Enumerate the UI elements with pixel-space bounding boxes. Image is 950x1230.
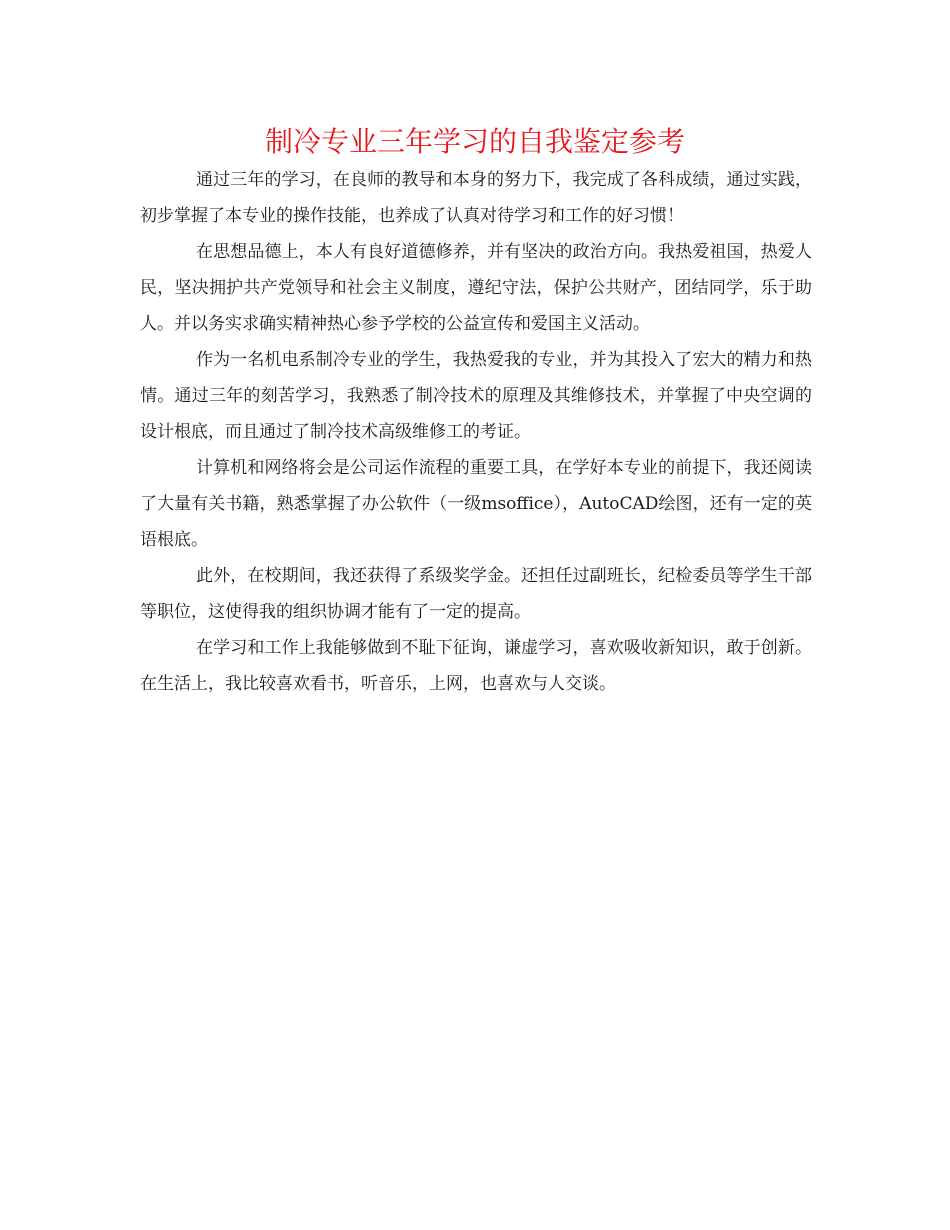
document-title: 制冷专业三年学习的自我鉴定参考 — [264, 125, 685, 158]
paragraph-5: 此外，在校期间，我还获得了系级奖学金。还担任过副班长，纪检委员等学生干部等职位，这使得我的组织协调才能有了一定的提高。 — [140, 566, 812, 622]
paragraph-4: 计算机和网络将会是公司运作流程的重要工具，在学好本专业的前提下，我还阅读了大量有关书籍，熟悉掌握了办公软件（一级msoffice），AutoCAD绘图，还有一定的英语根底。 — [140, 458, 812, 550]
paragraph-1: 通过三年的学习，在良师的教导和本身的努力下，我完成了各科成绩，通过实践，初步掌握了本专业的操作技能，也养成了认真对待学习和工作的好习惯！ — [140, 170, 812, 226]
paragraph-6: 在学习和工作上我能够做到不耻下征询，谦虚学习，喜欢吸收新知识，敢于创新。在生活上，我比较喜欢看书，听音乐，上网，也喜欢与人交谈。 — [140, 638, 812, 694]
document-body — [140, 162, 812, 702]
paragraph-3: 作为一名机电系制冷专业的学生，我热爱我的专业，并为其投入了宏大的精力和热情。通过三年的刻苦学习，我熟悉了制冷技术的原理及其维修技术，并掌握了中央空调的设计根底，而且通过了制冷技术高级维修工的考证。 — [140, 350, 812, 442]
paragraph-2: 在思想品德上，本人有良好道德修养，并有坚决的政治方向。我热爱祖国，热爱人民，坚决拥护共产党领导和社会主义制度，遵纪守法，保护公共财产，团结同学，乐于助人。并以务实求确实精神热心参予学校的公益宣传和爱国主义活动。 — [140, 242, 812, 334]
